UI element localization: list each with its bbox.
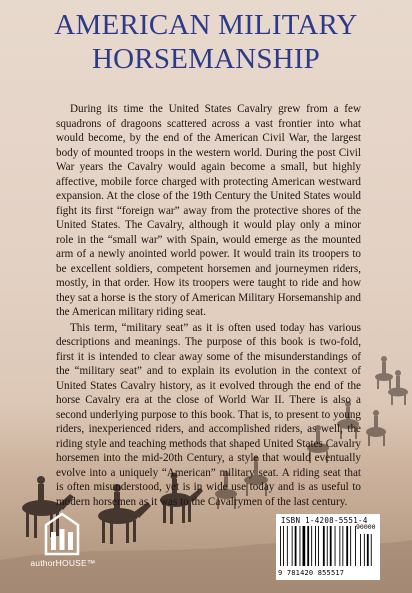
isbn-number: ISBN 1-4208-5551-4: [281, 516, 368, 525]
back-cover-blurb: [56, 102, 361, 509]
barcode-bars: [280, 526, 376, 568]
house-icon: [44, 512, 80, 556]
price-code: 90000: [356, 523, 376, 531]
publisher-name: authorHOUSE™: [30, 558, 96, 568]
publisher-logo: [30, 512, 96, 580]
blurb-paragraph-2: This term, “military seat” as it is often used today has various descriptions and meanings. The purpose of this book is two-fold, first it is intended to clear away some of the misunderstandings of the “military seat” and to explain its evolution in the context of United States Cavalry history, as it evolved through the end of the horse Cavalry era at the close of World War II. There is also a second underlying purpose to this book. That is, to present to young riders, inexperienced riders, and accomplished riders, as well, the riding style and teaching methods that shaped United States Cavalry horsemen into the mid-20th Century, a style that would eventually evolve into a uniquely “American” military seat. A riding seat that is often misunderstood, yet is in wide use today and is as useful to modern horsemen as it was to the Cavalrymen of the last century.: [56, 321, 361, 508]
book-title-line-2: HORSEMANSHIP: [92, 43, 320, 75]
blurb-paragraph-1: During its time the United States Cavalry grew from a few squadrons of dragoons scattered across a vast frontier into what would become, by the end of the American Civil War, the largest body of mounted troops in the western world. During the post Civil War years the Cavalry would again become a small, but highly affective, mobile force charged with protecting American westward expansion. At the close of the 19th Century the United States would fight its first “foreign war” away from the protective shores of the United States. The Cavalry, although it would play only a minor role in the “small war” with Spain, would emerge as the mounted arm of a newly anointed world power. It would train its troopers to be excellent soldiers, competent horsemen and journeymen riders, mostly, in that order. How its troopers were taught to ride and how they sat a horse is the story of American Military Horsemanship and the American military riding seat.: [56, 103, 361, 318]
ean-digits: 9 781420 855517: [278, 569, 345, 577]
book-title: [0, 8, 412, 76]
isbn-label: [281, 516, 368, 525]
isbn-barcode: [276, 514, 380, 580]
book-title-line-1: AMERICAN MILITARY: [54, 9, 358, 41]
